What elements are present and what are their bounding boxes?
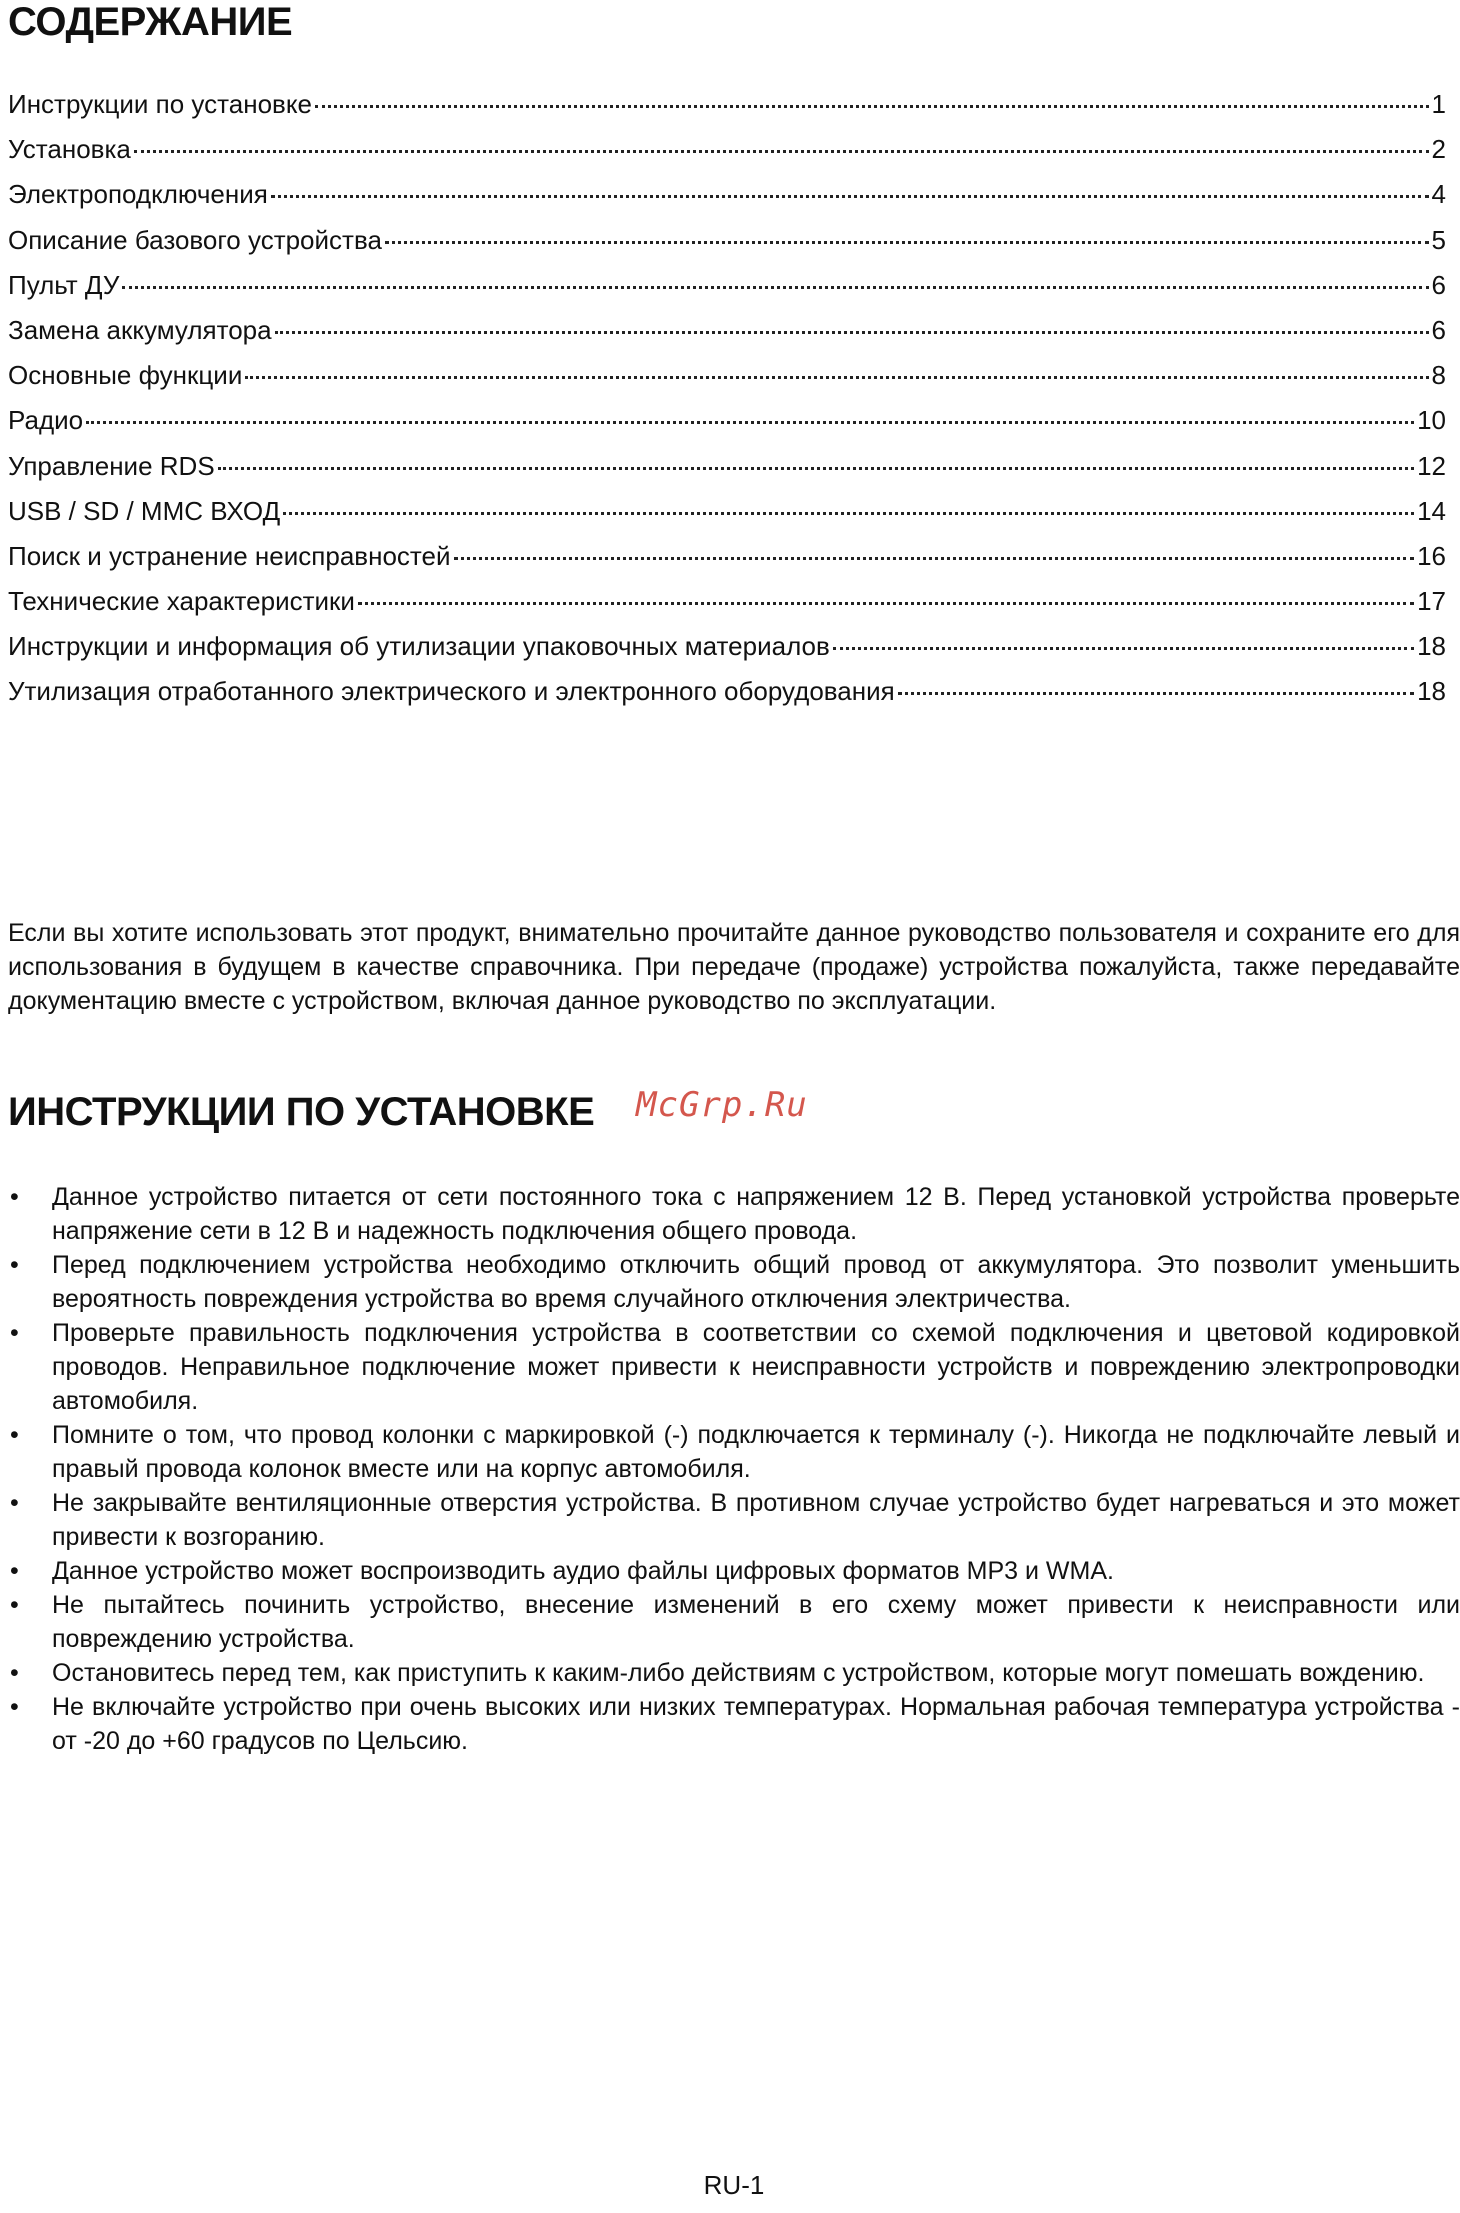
toc-dot-leader (454, 557, 1415, 560)
toc-entry-label: Пульт ДУ (8, 269, 120, 300)
toc-dot-leader (385, 241, 1429, 244)
bullet-icon: • (10, 1557, 19, 1585)
instruction-item (8, 1248, 1460, 1316)
toc-entry[interactable] (8, 448, 1446, 493)
toc-entry-label: Инструкции и информация об утилизации упаковочных материалов (8, 631, 830, 662)
toc-entry-page: 2 (1431, 134, 1446, 165)
toc-entry-page: 10 (1417, 405, 1446, 436)
toc-entry[interactable] (8, 628, 1446, 673)
instruction-item (8, 1690, 1460, 1758)
instruction-item (8, 1316, 1460, 1418)
instruction-text: Не пытайтесь починить устройство, внесение изменений в его схему может привести к неисправности или повреждению устройства. (52, 1591, 1460, 1653)
toc-entry-page: 14 (1417, 495, 1446, 526)
bullet-icon: • (10, 1693, 19, 1721)
intro-paragraph: Если вы хотите использовать этот продукт, внимательно прочитайте данное руководство пользователя и сохраните его для использования в будущем в качестве справочника. При передаче (продаже) устройства пожалуйста, также передавайте документацию вместе с устройством, включая данное руководство по эксплуатации. (8, 919, 1460, 1015)
toc-entry-label: Электроподключения (8, 179, 268, 210)
toc-entry[interactable] (8, 583, 1446, 628)
toc-entry-label: Замена аккумулятора (8, 314, 272, 345)
watermark-text: McGrp.Ru (636, 1085, 808, 1125)
instruction-item (8, 1486, 1460, 1554)
toc-dot-leader (271, 195, 1429, 198)
instruction-text: Данное устройство питается от сети постоянного тока с напряжением 12 В. Перед установкой устройства проверьте напряжение сети в 12 В и надежность подключения общего провода. (52, 1183, 1460, 1245)
instruction-text: Не закрывайте вентиляционные отверстия устройства. В противном случае устройство будет нагреваться и это может привести к возгоранию. (52, 1489, 1460, 1551)
toc-dot-leader (86, 421, 1414, 424)
toc-entry-label: Описание базового устройства (8, 224, 382, 255)
instruction-item (8, 1180, 1460, 1248)
install-section-title: ИНСТРУКЦИИ ПО УСТАНОВКЕ (8, 1090, 595, 1134)
toc-entry[interactable] (8, 312, 1446, 357)
toc-entry-label: Поиск и устранение неисправностей (8, 540, 451, 571)
toc-entry-label: Утилизация отработанного электрического и электронного оборудования (8, 676, 895, 707)
toc-entry-page: 18 (1417, 631, 1446, 662)
instruction-item (8, 1588, 1460, 1656)
toc-entry-label: Основные функции (8, 360, 243, 391)
instruction-item (8, 1656, 1460, 1690)
toc-entry-label: Технические характеристики (8, 586, 355, 617)
install-instructions-list (8, 1180, 1460, 1758)
toc-dot-leader (315, 105, 1429, 108)
bullet-icon: • (10, 1251, 19, 1279)
instruction-item (8, 1418, 1460, 1486)
toc-entry[interactable] (8, 86, 1446, 131)
toc-entry-label: Установка (8, 134, 131, 165)
toc-dot-leader (245, 376, 1428, 379)
toc-entry-label: Радио (8, 405, 84, 436)
toc-entry[interactable] (8, 131, 1446, 176)
toc-dot-leader (218, 467, 1414, 470)
toc-entry-label: Инструкции по установке (8, 89, 312, 119)
bullet-icon: • (10, 1489, 19, 1517)
toc-entry-page: 6 (1431, 269, 1446, 300)
toc-entry-page: 8 (1431, 360, 1446, 391)
toc-dot-leader (358, 602, 1414, 605)
toc-entry[interactable] (8, 402, 1446, 447)
instruction-text: Проверьте правильность подключения устройства в соответствии со схемой подключения и цветовой кодировкой проводов. Неправильное подключение может привести к неисправности устройств и повреждению электропроводки автомобиля. (52, 1319, 1460, 1415)
toc-entry[interactable] (8, 357, 1446, 402)
toc-entry-page: 1 (1431, 89, 1446, 119)
toc-entry-page: 4 (1431, 179, 1446, 210)
toc-dot-leader (122, 286, 1428, 289)
toc-dot-leader (898, 692, 1414, 695)
toc-entry-page: 16 (1417, 540, 1446, 571)
instruction-text: Данное устройство может воспроизводить аудио файлы цифровых форматов MP3 и WMA. (52, 1557, 1114, 1585)
toc-entry-page: 17 (1417, 586, 1446, 617)
bullet-icon: • (10, 1319, 19, 1347)
instruction-text: Перед подключением устройства необходимо отключить общий провод от аккумулятора. Это позволит уменьшить вероятность повреждения устройства во время случайного отключения электричества. (52, 1251, 1460, 1313)
toc-entry-page: 12 (1417, 450, 1446, 481)
toc-entry-page: 5 (1431, 224, 1446, 255)
toc-entry[interactable] (8, 176, 1446, 221)
bullet-icon: • (10, 1659, 19, 1687)
instruction-text: Не включайте устройство при очень высоких или низких температурах. Нормальная рабочая температура устройства - от -20 до +60 градусов по Цельсию. (52, 1693, 1460, 1755)
bullet-icon: • (10, 1183, 19, 1211)
toc-entry[interactable] (8, 493, 1446, 538)
bullet-icon: • (10, 1421, 19, 1449)
toc-entry[interactable] (8, 673, 1446, 718)
bullet-icon: • (10, 1591, 19, 1619)
toc-entry[interactable] (8, 267, 1446, 312)
toc-entry-label: USB / SD / MMC ВХОД (8, 495, 281, 526)
toc-entry[interactable] (8, 538, 1446, 583)
toc-entry-page: 18 (1417, 676, 1446, 707)
toc-entry[interactable] (8, 222, 1446, 267)
toc-dot-leader (833, 647, 1414, 650)
toc-dot-leader (275, 331, 1429, 334)
instruction-text: Остановитесь перед тем, как приступить к каким-либо действиям с устройством, которые могут помешать вождению. (52, 1659, 1425, 1687)
page-number: RU-1 (703, 2170, 765, 2200)
toc-dot-leader (283, 512, 1414, 515)
instruction-item (8, 1554, 1460, 1588)
toc-dot-leader (134, 150, 1429, 153)
table-of-contents (8, 86, 1446, 719)
instruction-text: Помните о том, что провод колонки с маркировкой (-) подключается к терминалу (-). Никогда не подключайте левый и правый провода колонок вместе или на корпус автомобиля. (52, 1421, 1460, 1483)
toc-entry-label: Управление RDS (8, 450, 215, 481)
toc-title: СОДЕРЖАНИЕ (8, 0, 293, 44)
toc-entry-page: 6 (1431, 314, 1446, 345)
